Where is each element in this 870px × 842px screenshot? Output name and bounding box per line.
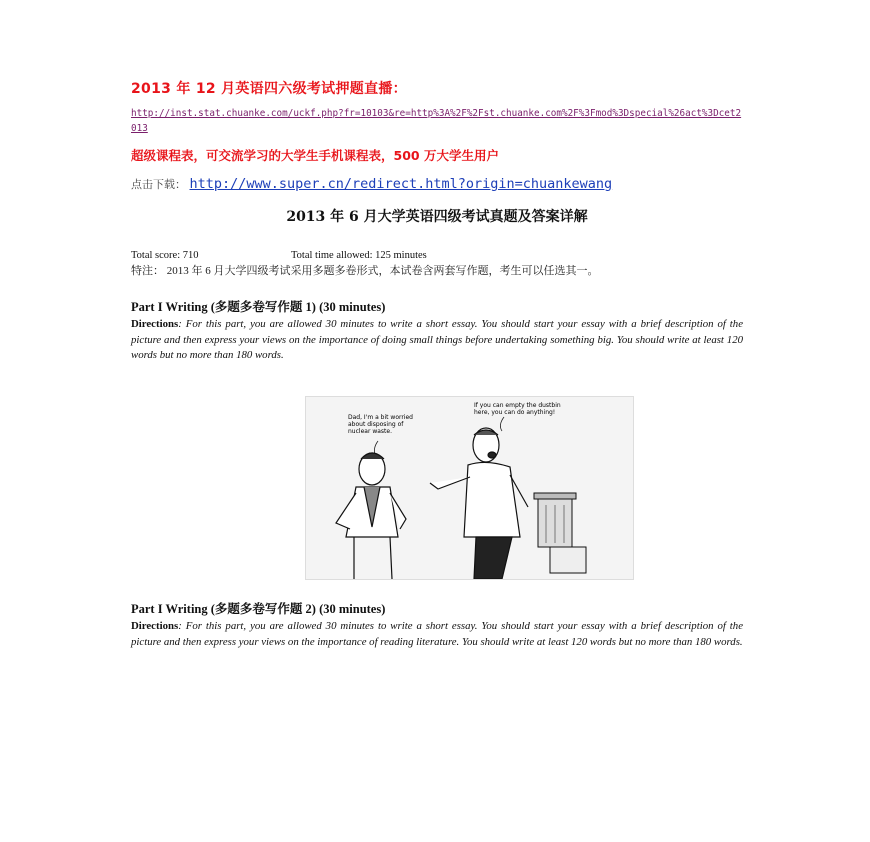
right-bubble-text: If you can empty the dustbin here, you can do anything! bbox=[474, 402, 561, 416]
cartoon-drawing bbox=[306, 397, 633, 579]
score-row bbox=[131, 250, 743, 261]
part2-section bbox=[131, 599, 743, 650]
part1-directions bbox=[131, 317, 743, 364]
download-row bbox=[131, 176, 743, 192]
left-bubble-text: Dad, I'm a bit worried about disposing of nuclear waste. bbox=[348, 414, 413, 435]
part2-directions-text: : For this part, you are allowed 30 minutes to write a short essay. You should start your essay with a brief description of the picture and then express your views on the importance of reading literature. You should write at least 120 words but no more than 180 words. bbox=[131, 620, 743, 648]
part1-directions-label: Directions bbox=[131, 318, 179, 330]
total-score: Total score: 710 bbox=[131, 250, 199, 261]
document-page bbox=[131, 78, 743, 648]
part1-title: Part I Writing (多题多卷写作题 1) (30 minutes) bbox=[131, 300, 386, 314]
headline-link[interactable]: http://inst.stat.chuanke.com/uckf.php?fr=10103&re=http%3A%2F%2Fst.chuanke.com%2F%3Fmod%3Dspecial%26act%3Dcet2013 bbox=[131, 108, 742, 134]
download-label: 点击下载： bbox=[131, 178, 186, 191]
part2-title: Part I Writing (多题多卷写作题 2) (30 minutes) bbox=[131, 602, 386, 616]
part1-directions-text: : For this part, you are allowed 30 minutes to write a short essay. You should start your essay with a brief description of the picture and then express your views on the importance of doing small things before undertaking something big. You should write at least 120 words but no more than 180 words. bbox=[131, 318, 743, 361]
promo-text: 超级课程表，可交流学习的大学生手机课程表，500 万大学生用户 bbox=[131, 148, 499, 163]
part2-directions bbox=[131, 619, 743, 650]
dad-figure bbox=[430, 428, 528, 579]
download-link[interactable]: http://www.super.cn/redirect.html?origin=chuankewang bbox=[189, 176, 613, 192]
document-title: 2013 年 6 月大学英语四级考试真题及答案详解 bbox=[286, 209, 588, 225]
cartoon-image bbox=[305, 396, 634, 580]
son-figure bbox=[336, 453, 406, 579]
special-note: 特注： 2013 年 6 月大学四级考试采用多题多卷形式，本试卷含两套写作题，考生可以任选其一。 bbox=[131, 265, 599, 277]
dustbin bbox=[534, 493, 586, 573]
part2-directions-label: Directions bbox=[131, 620, 179, 632]
exam-headline: 2013 年 12 月英语四六级考试押题直播： bbox=[131, 81, 407, 97]
total-time: Total time allowed: 125 minutes bbox=[291, 250, 427, 261]
